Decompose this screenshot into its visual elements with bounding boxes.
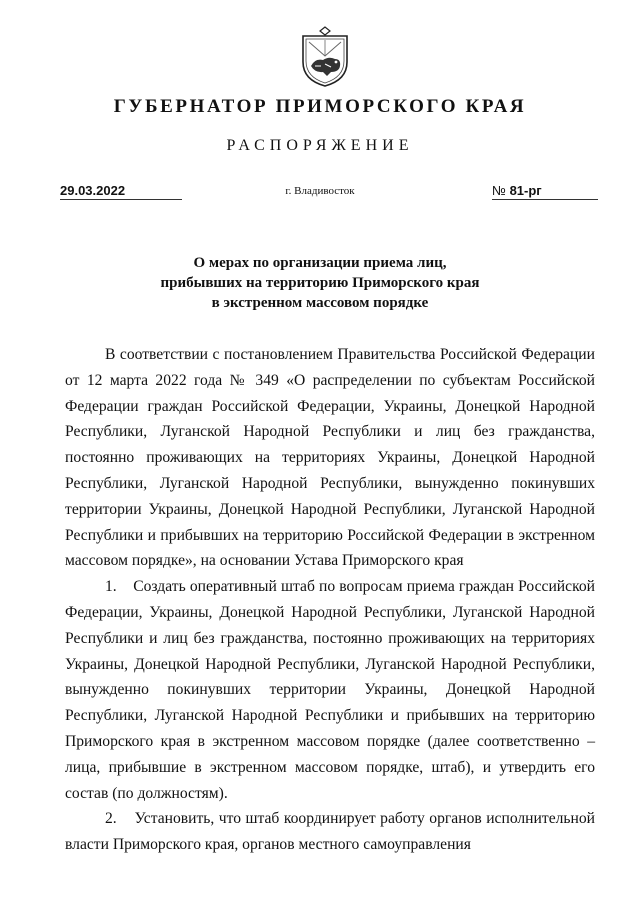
document-type: РАСПОРЯЖЕНИЕ [226, 137, 414, 154]
paragraph-item-1: 1. Создать оперативный штаб по вопросам приема граждан Российской Федерации, Украины, Донецкой Народной Республики, Луганской Народной Республики и лиц без гражданства, постоянно проживающих на территориях Украины, Донецкой Народной Республики, Луганской Народной Республики, вынужденно покинувших территории Украины, Донецкой Народной Республики, Луганской Народной Республики и прибывших на территорию Приморского края в экстренном массовом порядке (далее соответственно – лица, прибывшие в экстренном массовом порядке, штаб), и утвердить его состав (по должностям). [65, 578, 595, 802]
title-line: прибывших на территорию Приморского края [160, 275, 480, 291]
document-number [492, 183, 598, 200]
paragraph-preamble: В соответствии с постановлением Правительства Российской Федерации от 12 марта 2022 года № 349 «О распределении по субъектам Российской Федерации граждан Российской Федерации, Украины, Донецкой Народной Республики, Луганской Народной Республики и лиц без гражданства, постоянно проживающих на территориях Украины, Донецкой Народной Республики, Луганской Народной Республики, вынужденно покинувших территории Украины, Донецкой Народной Республики, Луганской Народной Республики и прибывших на территорию Российской Федерации в экстренном массовом порядке», на основании Устава Приморского края [65, 346, 595, 570]
primorsky-coat-of-arms-icon [297, 26, 353, 88]
document-date: 29.03.2022 [60, 183, 182, 200]
document-title [0, 253, 640, 313]
document-body [65, 342, 595, 858]
title-line: О мерах по организации приема лиц, [193, 255, 447, 271]
title-line: в экстренном массовом порядке [211, 295, 429, 311]
governor-title: ГУБЕРНАТОР ПРИМОРСКОГО КРАЯ [113, 96, 527, 117]
paragraph-item-2: 2. Установить, что штаб координирует работу органов исполнительной власти Приморского края, органов местного самоуправления [65, 810, 595, 854]
document-city: г. Владивосток [285, 185, 355, 197]
number-value: 81-рг [509, 183, 542, 198]
number-sign: № [492, 183, 506, 198]
